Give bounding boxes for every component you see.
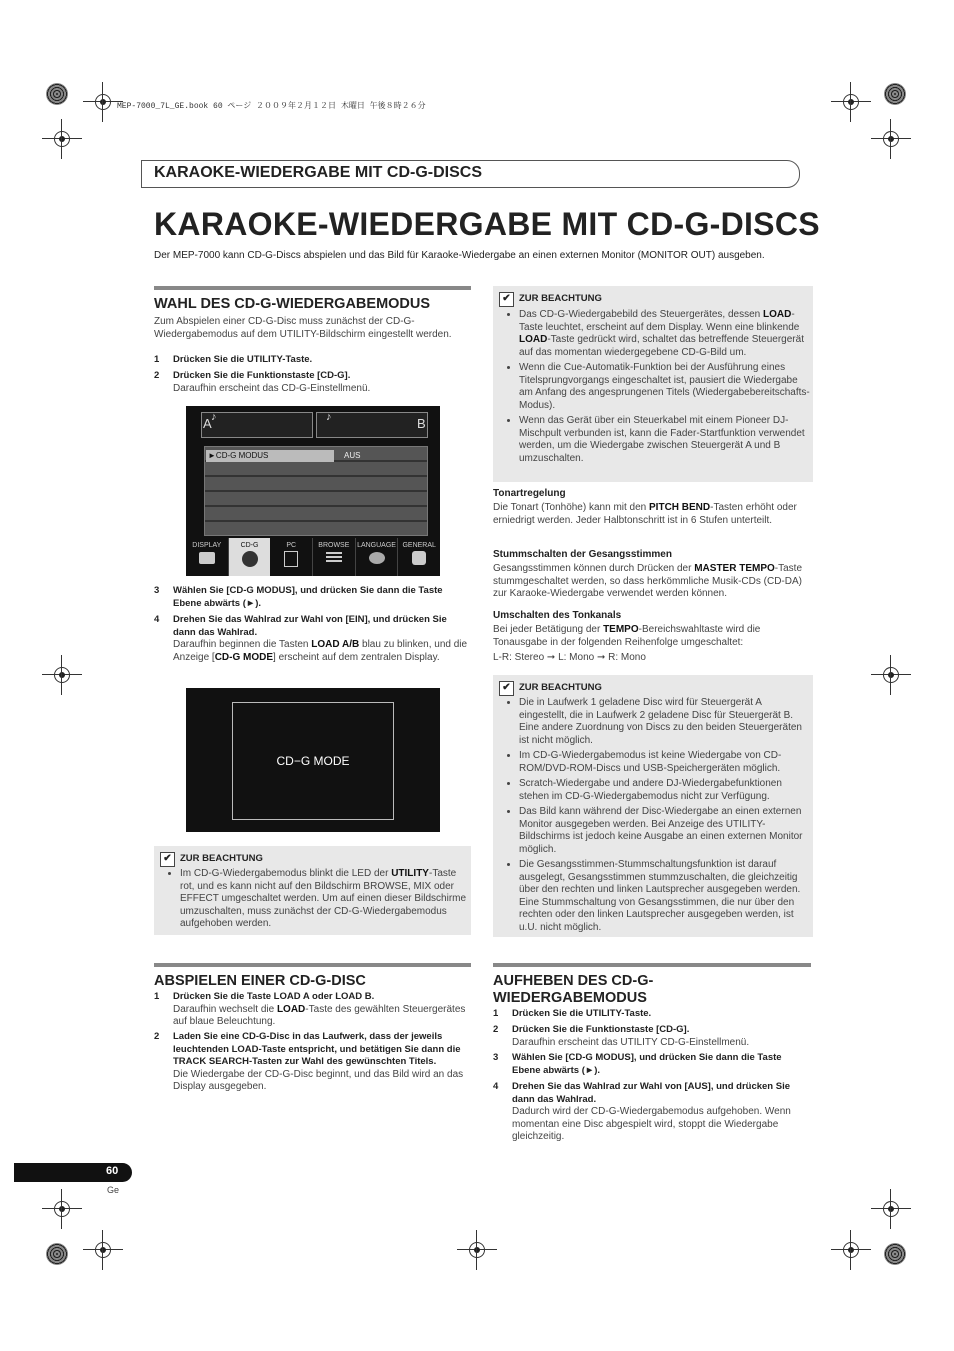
music-note-icon: ♪: [326, 411, 332, 423]
note-item: • Die Gesangsstimmen-Stummschaltungsfunktion ist darauf ausgelegt, Gesangsstimmen stummzuschalten, die gleichzeitig über den rechten und linken Lautsprecher ausgegeben werden. Eine Stummschaltung von Gesangsstimmen, die nur über den rechten oder den linken Lautsprecher ausgegeben werden, ist u.U. nicht möglich.: [519, 859, 809, 934]
note-item: • Das CD-G-Wiedergabebild des Steuergerätes, dessen LOAD-Taste leuchtet, erscheint auf dem Display. Wenn eine blinkende LOAD-Taste gedrückt wird, schaltet das betreffende Steuergerät auf das momentan wiedergegebene CD-G-Bild um.: [519, 309, 811, 359]
file-header: MEP-7000_7L_GE.book 60 ページ ２００９年２月１２日 木曜日 午後８時２６分: [117, 102, 426, 111]
step: 2 Laden Sie eine CD-G-Disc in das Laufwerk, dass der jeweils leuchtenden LOAD-Taste entspricht, und betätigen Sie dann die TRACK SEARCH-Tasten zur Wahl des gewünschten Titels. Die Wiedergabe der CD-G-Disc beginnt, und das Bild wird an das Display ausgegeben.: [154, 1031, 464, 1092]
subheading: Stummschalten der Gesangsstimmen: [493, 549, 672, 560]
page-title: KARAOKE-WIEDERGABE MIT CD-G-DISCS: [154, 206, 820, 242]
step: 1 Drücken Sie die Taste LOAD A oder LOAD B. Daraufhin wechselt die LOAD-Taste des gewählten Steuergerätes auf blaue Beleuchtung.: [154, 991, 466, 1027]
crosshair-icon: [880, 664, 902, 686]
registration-target-icon: [46, 1243, 68, 1265]
registration-target-icon: [884, 83, 906, 105]
cd-g-mode-label: CD−G MODE: [276, 754, 350, 768]
section-header-bar: [141, 160, 800, 188]
paragraph: Bei jeder Betätigung der TEMPO-Bereichswahltaste wird die Tonausgabe in der folgenden Reihenfolge umgeschaltet:: [493, 624, 761, 648]
step: 4 Drehen Sie das Wahlrad zur Wahl von [AUS], und drücken Sie dann das Wahlrad. Dadurch wird der CD-G-Wiedergabemodus aufgehoben. Wenn momentan eine Disc abgespielt wird, stoppt die Wiedergabe gleichzeitig.: [493, 1081, 791, 1142]
section-heading: ABSPIELEN EINER CD-G-DISC: [154, 963, 471, 989]
crosshair-icon: [466, 1239, 488, 1261]
crosshair-icon: [92, 91, 114, 113]
section-heading: AUFHEBEN DES CD-G-WIEDERGABEMODUS: [493, 963, 811, 1007]
section-heading: WAHL DES CD-G-WIEDERGABEMODUS: [154, 286, 471, 312]
registration-target-icon: [884, 1243, 906, 1265]
note-item: • Im CD-G-Wiedergabemodus ist keine Wiedergabe von CD-ROM/DVD-ROM-Discs und USB-Speichergeräten möglich.: [519, 750, 809, 775]
crosshair-icon: [51, 128, 73, 150]
tab-pc[interactable]: PC: [270, 538, 313, 576]
paragraph: Die Tonart (Tonhöhe) kann mit den PITCH BEND-Tasten erhöht oder erniedrigt werden. Jeder Halbtonschritt ist in 6 Stufen unterteilt.: [493, 502, 797, 526]
registration-target-icon: [46, 83, 68, 105]
note-item: • Scratch-Wiedergabe und andere DJ-Wiedergabefunktionen stehen im CD-G-Wiedergabemodus nicht zur Verfügung.: [519, 778, 809, 803]
section-text: Zum Abspielen einer CD-G-Disc muss zunächst der CD-G-Wiedergabemodus auf dem UTILITY-Bildschirm eingestellt werden.: [154, 316, 452, 340]
crosshair-icon: [880, 128, 902, 150]
step: 2 Drücken Sie die Funktionstaste [CD-G]. Daraufhin erscheint das CD-G-Einstellmenü.: [154, 370, 371, 394]
crosshair-icon: [51, 664, 73, 686]
note-heading: ✔ ZUR BEACHTUNG: [499, 681, 602, 696]
crosshair-icon: [51, 1198, 73, 1220]
intro-text: Der MEP-7000 kann CD-G-Discs abspielen und das Bild für Karaoke-Wiedergabe an einen externen Monitor (MONITOR OUT) ausgeben.: [154, 250, 765, 261]
note-box: [154, 846, 471, 935]
utility-menu-screenshot: [186, 406, 440, 576]
note-item: • Die in Laufwerk 1 geladene Disc wird für Steuergerät A eingestellt, die in Laufwerk 2 geladene Disc für Steuergerät B. Eine andere Zuordnung von Discs zu den beiden Steuergeräten ist nicht möglich.: [519, 697, 809, 747]
subheading: Tonartregelung: [493, 488, 566, 499]
note-item: • Im CD-G-Wiedergabemodus blinkt die LED der UTILITY-Taste rot, und es kann nicht auf den Bildschirm BROWSE, MIX oder EFFECT umgeschaltet werden. Um auf einen dieser Bildschirme umzuschalten, muss zunächst der CD-G-Wiedergabemodus aufgehoben werden.: [180, 868, 470, 931]
step: 1 Drücken Sie die UTILITY-Taste.: [493, 1008, 652, 1019]
language-code: Ge: [107, 1185, 120, 1195]
note-item: • Wenn das Gerät über ein Steuerkabel mit einem Pioneer DJ-Mischpult verbunden ist, kann die Fader-Startfunktion verwendet werden, um die Wiedergabe zwischen Steuergerät A und B umzuschalten.: [519, 415, 811, 465]
step: 1 Drücken Sie die UTILITY-Taste.: [154, 354, 313, 365]
menu-row-value: AUS: [344, 451, 361, 460]
tab-display[interactable]: DISPLAY: [186, 538, 229, 576]
tab-language[interactable]: LANGUAGE: [356, 538, 399, 576]
music-note-icon: ♪: [211, 411, 217, 423]
crosshair-icon: [840, 1239, 862, 1261]
step: 4 Drehen Sie das Wahlrad zur Wahl von [EIN], und drücken Sie dann das Wahlrad. Daraufhin beginnen die Tasten LOAD A/B blau zu blinken, und die Anzeige [CD-G MODE] erscheint auf dem zentralen Display.: [154, 614, 468, 663]
note-item: • Das Bild kann während der Disc-Wiedergabe an einen externen Monitor ausgegeben werden. Bei Anzeige des UTILITY-Bildschirms ist jedoch keine Ausgabe an einen externen Monitor möglich.: [519, 806, 809, 856]
step: 3 Wählen Sie [CD-G MODUS], und drücken Sie dann die Taste Ebene abwärts (►).: [493, 1052, 782, 1076]
section-header-title: KARAOKE-WIEDERGABE MIT CD-G-DISCS: [154, 164, 482, 181]
tab-cd-g[interactable]: CD-G: [229, 538, 271, 576]
cd-g-mode-display: [186, 688, 440, 832]
page-number: 60: [106, 1165, 119, 1177]
deck-b-label: B: [417, 416, 426, 431]
note-box: [493, 286, 813, 482]
crosshair-icon: [880, 1198, 902, 1220]
paragraph: Gesangsstimmen können durch Drücken der MASTER TEMPO-Taste stummgeschaltet werden, so dass herkömmliche Musik-CDs (CD-DA) zur Karaoke-Wiedergabe verwendet werden können.: [493, 563, 803, 599]
note-item: • Wenn die Cue-Automatik-Funktion bei der Ausführung eines Titelsprungvorgangs eingeschaltet ist, pausiert die Wiedergabe am Anfang des angesprungenen Titels (Wiedergabebereitschafts-Modus).: [519, 362, 811, 412]
crosshair-icon: [92, 1239, 114, 1261]
crosshair-icon: [840, 91, 862, 113]
tab-browse[interactable]: BROWSE: [313, 538, 356, 576]
note-heading: ✔ ZUR BEACHTUNG: [160, 852, 263, 867]
note-heading: ✔ ZUR BEACHTUNG: [499, 292, 602, 307]
menu-row-label: ►CD-G MODUS: [208, 451, 269, 460]
subheading: Umschalten des Tonkanals: [493, 610, 622, 621]
note-box: [493, 675, 813, 937]
tab-general[interactable]: GENERAL: [398, 538, 440, 576]
deck-a-label: A: [203, 416, 212, 431]
channel-sequence: L-R: Stereo ➞ L: Mono ➞ R: Mono: [493, 652, 646, 663]
step: 2 Drücken Sie die Funktionstaste [CD-G]. Daraufhin erscheint das UTILITY CD-G-Einstellmenü.: [493, 1024, 750, 1048]
step: 3 Wählen Sie [CD-G MODUS], und drücken Sie dann die Taste Ebene abwärts (►).: [154, 585, 443, 609]
